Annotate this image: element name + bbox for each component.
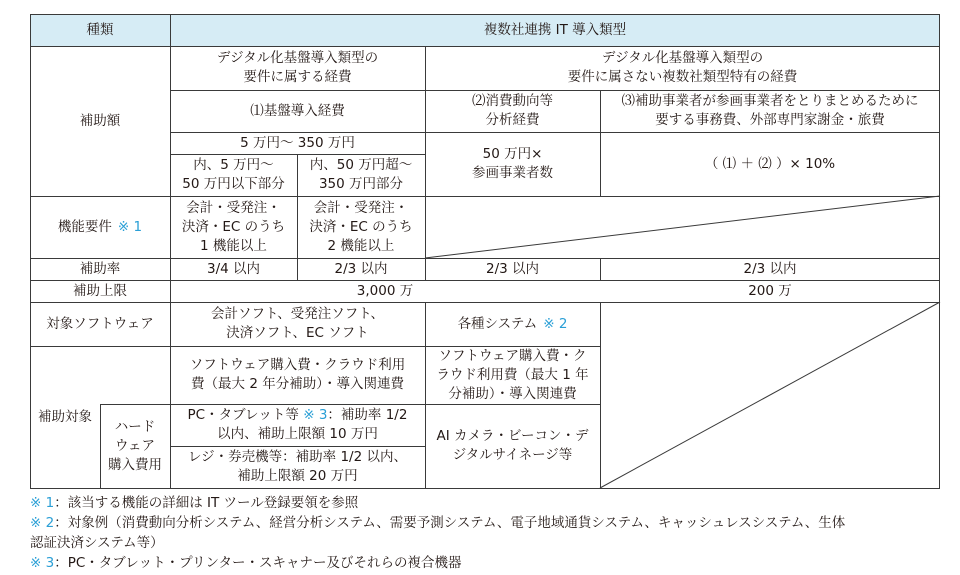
amount-b-line1: 内、50 万円超〜: [309, 157, 413, 173]
cost-item-2-line2: 分析経費: [485, 112, 540, 128]
target-hw-label-line1: ハード: [114, 418, 156, 435]
footnote-1: [30, 493, 940, 513]
diagonal-function-req-empty: [425, 196, 940, 258]
group-not-belong-line1: デジタル化基盤導入類型の: [601, 50, 764, 66]
rate-c3: 2/3 以内: [743, 260, 797, 277]
target-hw-pc-mark: ※ 3: [303, 407, 328, 423]
function-req-b-line1: 会計・受発注・: [313, 199, 409, 216]
target-sw-c2-line3: 分補助）・導入関連費: [448, 385, 577, 402]
function-req-a-line2: 決済・EC のうち: [181, 218, 286, 235]
target-hw-c2-line2: ジタルサイネージ等: [452, 447, 573, 463]
group-belong-line1: デジタル化基盤導入類型の: [216, 50, 379, 66]
footnote-1-text: ：該当する機能の詳細は IT ツール登録要領を参照: [54, 495, 359, 511]
rate-c2: 2/3 以内: [485, 260, 540, 277]
target-sw-c1-line2: 費（最大 2 年分補助）・導入関連費: [191, 376, 404, 392]
function-req-b-line2: 決済・EC のうち: [309, 218, 413, 235]
cost-item-2-line1: ⑵消費動向等: [472, 93, 553, 109]
target-sw-c1-line1: ソフトウェア購入費・クラウド利用: [189, 357, 406, 373]
diagonal-software-target-empty: [600, 302, 940, 488]
limit-c1: 3,000 万: [356, 282, 414, 299]
amount-total: 5 万円〜 350 万円: [240, 134, 355, 151]
cost-item-3-line1: ⑶補助事業者が参画事業者をとりまとめるために: [621, 93, 919, 109]
header-type-value: 複数社連携 IT 導入類型: [170, 14, 940, 46]
amount-c2-line2: 参画事業者数: [472, 165, 553, 181]
software-c2-text: 各種システム: [457, 315, 538, 332]
header-type-label: 種類: [30, 14, 170, 46]
footnote-2-text: ：対象例（消費動向分析システム、経営分析システム、需要予測システム、電子地域通貨システム、キャッシュレスシステム、生体: [54, 515, 846, 531]
software-c2-mark: ※ 2: [543, 315, 568, 332]
footnote-3: [30, 553, 940, 573]
amount-a-line2: 50 万円以下部分: [182, 176, 285, 192]
amount-c3: （ ⑴ ＋ ⑵ ）× 10%: [704, 155, 836, 172]
target-hw-pc-post: ：補助率 1/2: [327, 407, 408, 423]
cost-item-1: ⑴基盤導入経費: [250, 102, 345, 119]
function-req-mark: ※ 1: [117, 218, 143, 235]
group-not-belong-line2: 要件に属さない複数社類型特有の経費: [567, 69, 798, 85]
footnote-2: [30, 513, 940, 533]
amount-b-line2: 350 万円部分: [318, 176, 404, 192]
rate-b: 2/3 以内: [334, 260, 388, 277]
footnote-2-mark: ※ 2: [30, 515, 55, 531]
target-hw-label-line2: ウェア: [115, 437, 155, 454]
rate-label: 補助率: [79, 260, 121, 277]
amount-c2-line1: 50 万円×: [482, 146, 543, 162]
amount-label: 補助額: [79, 112, 121, 129]
software-label: 対象ソフトウェア: [46, 315, 154, 332]
limit-c3: 200 万: [748, 282, 792, 299]
footnote-2-cont: 認証決済システム等）: [30, 535, 164, 551]
target-sw-c2-line1: ソフトウェア購入費・ク: [438, 347, 587, 364]
function-req-a-line3: 1 機能以上: [200, 237, 267, 254]
target-hw-pc-line2: 以内、補助上限額 10 万円: [217, 426, 378, 442]
target-label: 補助対象: [38, 408, 92, 425]
function-req-label-text: 機能要件: [57, 218, 112, 235]
target-hw-reg-line2: 補助上限額 20 万円: [237, 468, 358, 484]
limit-label: 補助上限: [73, 282, 127, 299]
cost-item-3-line2: 要する事務費、外部専門家謝金・旅費: [655, 112, 885, 128]
target-sw-c2-line2: ラウド利用費（最大 1 年: [436, 366, 589, 383]
software-c1-line1: 会計ソフト、受発注ソフト、: [210, 306, 385, 322]
footnote-3-text: ：PC・タブレット・プリンター・スキャナー及びそれらの複合機器: [54, 555, 462, 571]
group-belong-line2: 要件に属する経費: [243, 69, 352, 85]
rate-a: 3/4 以内: [206, 260, 261, 277]
target-hw-pc-pre: PC・タブレット等: [187, 407, 304, 423]
footnote-3-mark: ※ 3: [30, 555, 55, 571]
footnotes: [30, 493, 940, 573]
footnote-1-mark: ※ 1: [30, 495, 55, 511]
software-c1-line2: 決済ソフト、EC ソフト: [226, 325, 369, 341]
function-req-b-line3: 2 機能以上: [327, 237, 395, 254]
target-hw-c2-line1: AI カメラ・ビーコン・デ: [436, 428, 589, 444]
function-req-a-line1: 会計・受発注・: [186, 199, 281, 216]
amount-a-line1: 内、5 万円〜: [193, 157, 274, 173]
target-hw-reg-line1: レジ・券売機等：補助率 1/2 以内、: [188, 449, 407, 465]
target-hw-label-line3: 購入費用: [108, 456, 162, 473]
